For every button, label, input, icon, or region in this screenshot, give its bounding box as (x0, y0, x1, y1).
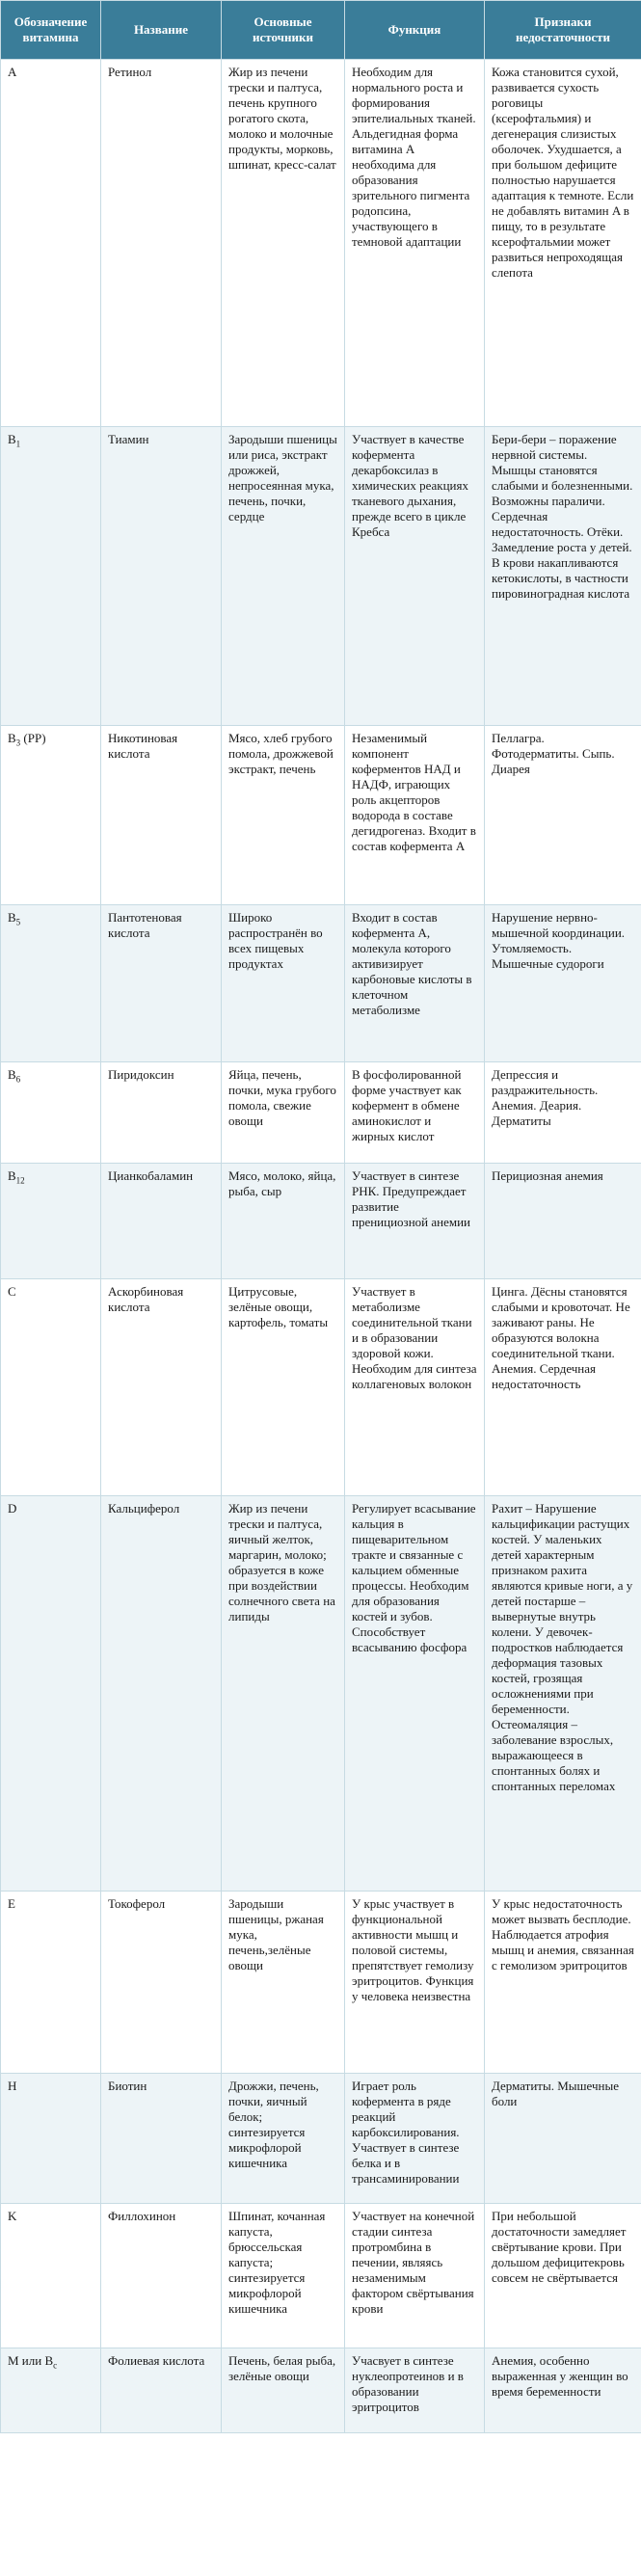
vitamin-deficiency: Кожа становится сухой, развивается сухость роговицы (ксерофтальмия) и дегенерация слизистых оболочек. Ухудшается, а при большом дефиците полностью нарушается адаптация к темноте. Если не добавлять витамин A в пищу, то в результате ксерофтальмии может развиться непроходящая слепота (485, 60, 641, 427)
table-row (1, 427, 641, 726)
table-row (1, 1164, 641, 1279)
vitamin-sources: Цитрусовые, зелёные овощи, картофель, томаты (222, 1279, 345, 1496)
vitamin-name: Биотин (101, 2074, 222, 2204)
vitamin-function: Участвует в синтезе РНК. Предупреждает развитие пренициозной анемии (345, 1164, 485, 1279)
vitamin-deficiency: Депрессия и раздражительность. Анемия. Деария. Дерматиты (485, 1062, 641, 1164)
vitamin-code: $B_1$ (1, 427, 101, 726)
header-sources: Основные источники (222, 1, 345, 60)
vitamin-deficiency: При небольшой достаточности замедляет свёртывание крови. При дольшом дефицитекровь совсем не свёртывается (485, 2204, 641, 2348)
table-row (1, 2348, 641, 2433)
header-name: Название (101, 1, 222, 60)
vitamin-name: Тиамин (101, 427, 222, 726)
vitamin-sources: Жир из печени трески и палтуса, яичный желток, маргарин, молоко; образуется в коже при воздействии солнечного света на липиды (222, 1496, 345, 1892)
vitamin-function: Участвует на конечной стадии синтеза протромбина в печении, являясь незаменимым фактором свёртывания крови (345, 2204, 485, 2348)
vitamin-sources: Шпинат, кочанная капуста, брюссельская капуста; синтезируется микрофлорой кишечника (222, 2204, 345, 2348)
vitamin-deficiency: Перициозная анемия (485, 1164, 641, 1279)
vitamin-name: Филлохинон (101, 2204, 222, 2348)
vitamin-name: Цианкобаламин (101, 1164, 222, 1279)
vitamin-name: Никотиновая кислота (101, 726, 222, 905)
vitamin-function: Участвует в метаболизме соединительной ткани и в образовании здоровой кожи. Необходим для синтеза коллагеновых волокон (345, 1279, 485, 1496)
vitamin-deficiency: У крыс недостаточность может вызвать бесплодие. Наблюдается атрофия мышц и анемия, связанная с гемолизом эритроцитов (485, 1892, 641, 2074)
vitamin-sources: Зародыши пшеницы или риса, экстракт дрожжей, непросеянная мука, печень, почки, сердце (222, 427, 345, 726)
table-row (1, 1496, 641, 1892)
vitamin-code: C (1, 1279, 101, 1496)
vitamin-name: Аскорбиновая кислота (101, 1279, 222, 1496)
vitamin-sources: Дрожжи, печень, почки, яичный белок; синтезируется микрофлорой кишечника (222, 2074, 345, 2204)
vitamin-function: У крыс участвует в функциональной активности мышц и половой системы, препятствует гемолизу эритроцитов. Функция у человека неизвестна (345, 1892, 485, 2074)
vitamin-code: H (1, 2074, 101, 2204)
vitamin-function: Незаменимый компонент коферментов НАД и НАДФ, играющих роль акцепторов водорода в составе дегидрогеназ. Входит в состав кофермента A (345, 726, 485, 905)
table-row (1, 905, 641, 1062)
vitamin-sources: Печень, белая рыба, зелёные овощи (222, 2348, 345, 2433)
vitamin-name: Ретинол (101, 60, 222, 427)
vitamin-function: Регулирует всасывание кальция в пищеварительном тракте и связанные с кальцием обменные процессы. Необходим для образования костей и зубов. Способствует всасыванию фосфора (345, 1496, 485, 1892)
header-code: Обозначение витамина (1, 1, 101, 60)
vitamin-name: Кальциферол (101, 1496, 222, 1892)
vitamin-name: Токоферол (101, 1892, 222, 2074)
vitamin-deficiency: Дерматиты. Мышечные боли (485, 2074, 641, 2204)
vitamin-code: $B_{12}$ (1, 1164, 101, 1279)
vitamin-function: Учасвует в синтезе нуклеопротеинов и в образовании эритроцитов (345, 2348, 485, 2433)
table-row (1, 1062, 641, 1164)
vitamin-sources: Жир из печени трески и палтуса, печень крупного рогатого скота, молоко и молочные продукты, морковь, шпинат, кресс-салат (222, 60, 345, 427)
vitamin-function: Входит в состав кофермента A, молекула которого активизирует карбоновые кислоты в клеточном метаболизме (345, 905, 485, 1062)
vitamin-function: Необходим для нормального роста и формирования эпителиальных тканей. Альдегидная форма витамина A необходима для образования зрительного пигмента родопсина, участвующего в темновой адаптации (345, 60, 485, 427)
table-row (1, 1279, 641, 1496)
vitamin-function: Участвует в качестве кофермента декарбоксилаз в химических реакциях тканевого дыхания, прежде всего в цикле Кребса (345, 427, 485, 726)
table-row (1, 2074, 641, 2204)
vitamin-code: A (1, 60, 101, 427)
vitamin-code: M или $B_c$ (1, 2348, 101, 2433)
header-deficiency: Признаки недостаточности (485, 1, 641, 60)
vitamin-deficiency: Нарушение нервно-мышечной координации. Утомляемость. Мышечные судороги (485, 905, 641, 1062)
vitamin-sources: Яйца, печень, почки, мука грубого помола, свежие овощи (222, 1062, 345, 1164)
vitamin-name: Пантотеновая кислота (101, 905, 222, 1062)
table-row (1, 726, 641, 905)
table-row (1, 60, 641, 427)
vitamin-name: Фолиевая кислота (101, 2348, 222, 2433)
vitamin-sources: Мясо, молоко, яйца, рыба, сыр (222, 1164, 345, 1279)
vitamin-deficiency: Бери-бери – поражение нервной системы. Мышцы становятся слабыми и болезненными. Возможны параличи. Сердечная недостаточность. Отёки. Замедление роста у детей. В крови накапливаются кетокислоты, в частности пировиноградная кислота (485, 427, 641, 726)
vitamin-code: K (1, 2204, 101, 2348)
vitamin-deficiency: Рахит – Нарушение кальцификации растущих костей. У маленьких детей характерным признаком рахита являются кривые ноги, а у детей постарше – вывернутые внутрь колени. У девочек-подростков наблюдается деформация тазовых костей, грозящая осложнениями при беременности. Остеомаляция – заболевание взрослых, выражающееся в спонтанных болях и спонтанных переломах (485, 1496, 641, 1892)
vitamin-code: $B_5$ (1, 905, 101, 1062)
table-header-row (1, 1, 641, 60)
vitamin-code: D (1, 1496, 101, 1892)
vitamin-function: В фосфолированной форме участвует как кофермент в обмене аминокислот и жирных кислот (345, 1062, 485, 1164)
vitamin-code: E (1, 1892, 101, 2074)
vitamin-deficiency: Цинга. Дёсны становятся слабыми и кровоточат. Не заживают раны. Не образуются волокна соединительной ткани. Анемия. Сердечная недостаточность (485, 1279, 641, 1496)
vitamin-name: Пиридоксин (101, 1062, 222, 1164)
table-row (1, 1892, 641, 2074)
vitamin-deficiency: Пеллагра. Фотодерматиты. Сыпь. Диарея (485, 726, 641, 905)
vitamin-sources: Мясо, хлеб грубого помола, дрожжевой экстракт, печень (222, 726, 345, 905)
vitamin-code: $B_3$ (PP) (1, 726, 101, 905)
vitamin-sources: Широко распространён во всех пищевых продуктах (222, 905, 345, 1062)
vitamin-deficiency: Анемия, особенно выраженная у женщин во время беременности (485, 2348, 641, 2433)
table-row (1, 2204, 641, 2348)
vitamin-code: $B_6$ (1, 1062, 101, 1164)
header-function: Функция (345, 1, 485, 60)
vitamin-function: Играет роль кофермента в ряде реакций карбоксилирования. Участвует в синтезе белка и в трансаминировании (345, 2074, 485, 2204)
vitamin-sources: Зародыши пшеницы, ржаная мука, печень,зелёные овощи (222, 1892, 345, 2074)
